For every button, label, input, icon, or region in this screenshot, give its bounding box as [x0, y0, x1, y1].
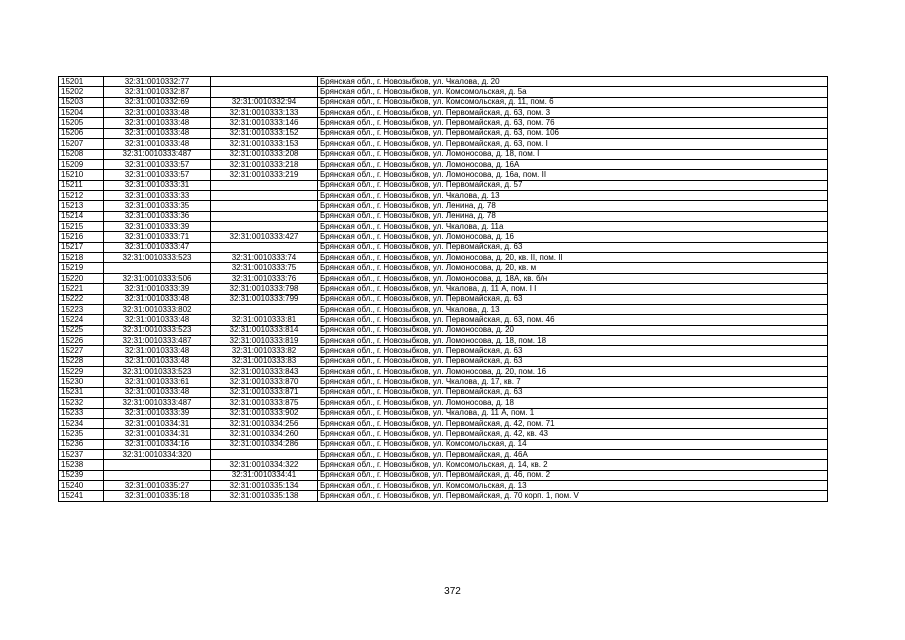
- row-number-cell: 15235: [59, 429, 104, 439]
- table-row: [59, 222, 828, 232]
- object-cadastral-number-cell: 32:31:0010333:819: [211, 335, 318, 345]
- parcel-cadastral-number-cell: 32:31:0010333:61: [104, 377, 211, 387]
- row-number-cell: 15212: [59, 190, 104, 200]
- object-cadastral-number-cell: 32:31:0010332:94: [211, 97, 318, 107]
- object-cadastral-number-cell: 32:31:0010333:218: [211, 159, 318, 169]
- row-number-cell: 15232: [59, 398, 104, 408]
- row-number-cell: 15217: [59, 242, 104, 252]
- parcel-cadastral-number-cell: 32:31:0010333:523: [104, 367, 211, 377]
- object-cadastral-number-cell: 32:31:0010333:76: [211, 273, 318, 283]
- object-cadastral-number-cell: [211, 304, 318, 314]
- object-cadastral-number-cell: 32:31:0010334:322: [211, 460, 318, 470]
- parcel-cadastral-number-cell: 32:31:0010332:69: [104, 97, 211, 107]
- address-cell: Брянская обл., г. Новозыбков, ул. Ломоносова, д. 16А: [318, 159, 828, 169]
- object-cadastral-number-cell: 32:31:0010334:41: [211, 470, 318, 480]
- parcel-cadastral-number-cell: 32:31:0010333:48: [104, 387, 211, 397]
- parcel-cadastral-number-cell: 32:31:0010333:57: [104, 159, 211, 169]
- address-cell: Брянская обл., г. Новозыбков, ул. Чкалова, д. 11 А, пом. 1: [318, 408, 828, 418]
- parcel-cadastral-number-cell: 32:31:0010333:487: [104, 335, 211, 345]
- row-number-cell: 15231: [59, 387, 104, 397]
- object-cadastral-number-cell: [211, 449, 318, 459]
- parcel-cadastral-number-cell: 32:31:0010334:31: [104, 418, 211, 428]
- parcel-cadastral-number-cell: 32:31:0010333:506: [104, 273, 211, 283]
- parcel-cadastral-number-cell: 32:31:0010333:48: [104, 118, 211, 128]
- object-cadastral-number-cell: [211, 222, 318, 232]
- row-number-cell: 15211: [59, 180, 104, 190]
- table-row: [59, 418, 828, 428]
- address-cell: Брянская обл., г. Новозыбков, ул. Ломоносова, д. 18: [318, 398, 828, 408]
- object-cadastral-number-cell: 32:31:0010335:134: [211, 481, 318, 491]
- object-cadastral-number-cell: 32:31:0010333:219: [211, 170, 318, 180]
- table-row: [59, 232, 828, 242]
- object-cadastral-number-cell: 32:31:0010333:81: [211, 315, 318, 325]
- parcel-cadastral-number-cell: 32:31:0010333:487: [104, 398, 211, 408]
- parcel-cadastral-number-cell: 32:31:0010333:39: [104, 284, 211, 294]
- parcel-cadastral-number-cell: 32:31:0010333:523: [104, 325, 211, 335]
- table-row: [59, 253, 828, 263]
- parcel-cadastral-number-cell: 32:31:0010333:57: [104, 170, 211, 180]
- parcel-cadastral-number-cell: 32:31:0010333:48: [104, 356, 211, 366]
- parcel-cadastral-number-cell: 32:31:0010333:47: [104, 242, 211, 252]
- table-row: [59, 367, 828, 377]
- address-cell: Брянская обл., г. Новозыбков, ул. Первомайская, д. 42, кв. 43: [318, 429, 828, 439]
- address-cell: Брянская обл., г. Новозыбков, ул. Первомайская, д. 57: [318, 180, 828, 190]
- parcel-cadastral-number-cell: 32:31:0010332:77: [104, 77, 211, 87]
- table-row: [59, 118, 828, 128]
- table-row: [59, 108, 828, 118]
- table-row: [59, 263, 828, 273]
- table-row: [59, 180, 828, 190]
- table-row: [59, 429, 828, 439]
- address-cell: Брянская обл., г. Новозыбков, ул. Первомайская, д. 63: [318, 387, 828, 397]
- table-row: [59, 149, 828, 159]
- table-row: [59, 284, 828, 294]
- table-row: [59, 304, 828, 314]
- object-cadastral-number-cell: 32:31:0010333:902: [211, 408, 318, 418]
- table-row: [59, 346, 828, 356]
- parcel-cadastral-number-cell: 32:31:0010333:48: [104, 294, 211, 304]
- row-number-cell: 15220: [59, 273, 104, 283]
- parcel-cadastral-number-cell: 32:31:0010334:320: [104, 449, 211, 459]
- parcel-cadastral-number-cell: 32:31:0010333:31: [104, 180, 211, 190]
- address-cell: Брянская обл., г. Новозыбков, ул. Комсомольская, д. 13: [318, 481, 828, 491]
- parcel-cadastral-number-cell: 32:31:0010335:18: [104, 491, 211, 501]
- table-row: [59, 315, 828, 325]
- row-number-cell: 15241: [59, 491, 104, 501]
- row-number-cell: 15227: [59, 346, 104, 356]
- table-row: [59, 470, 828, 480]
- address-cell: Брянская обл., г. Новозыбков, ул. Чкалова, д. 11 А, пом. I I: [318, 284, 828, 294]
- object-cadastral-number-cell: 32:31:0010334:256: [211, 418, 318, 428]
- object-cadastral-number-cell: 32:31:0010333:871: [211, 387, 318, 397]
- table-row: [59, 128, 828, 138]
- address-cell: Брянская обл., г. Новозыбков, ул. Чкалова, д. 13: [318, 190, 828, 200]
- row-number-cell: 15219: [59, 263, 104, 273]
- row-number-cell: 15203: [59, 97, 104, 107]
- object-cadastral-number-cell: 32:31:0010333:799: [211, 294, 318, 304]
- table-row: [59, 460, 828, 470]
- row-number-cell: 15206: [59, 128, 104, 138]
- table-row: [59, 335, 828, 345]
- object-cadastral-number-cell: 32:31:0010333:146: [211, 118, 318, 128]
- row-number-cell: 15209: [59, 159, 104, 169]
- row-number-cell: 15207: [59, 139, 104, 149]
- object-cadastral-number-cell: [211, 77, 318, 87]
- address-cell: Брянская обл., г. Новозыбков, ул. Ломоносова, д. 20, кв. м: [318, 263, 828, 273]
- address-cell: Брянская обл., г. Новозыбков, ул. Первомайская, д. 63, пом. 76: [318, 118, 828, 128]
- address-cell: Брянская обл., г. Новозыбков, ул. Первомайская, д. 63: [318, 242, 828, 252]
- object-cadastral-number-cell: [211, 190, 318, 200]
- table-row: [59, 139, 828, 149]
- object-cadastral-number-cell: [211, 242, 318, 252]
- parcel-cadastral-number-cell: 32:31:0010333:48: [104, 139, 211, 149]
- address-cell: Брянская обл., г. Новозыбков, ул. Чкалова, д. 20: [318, 77, 828, 87]
- address-cell: Брянская обл., г. Новозыбков, ул. Ломоносова, д. 20, кв. II, пом. II: [318, 253, 828, 263]
- row-number-cell: 15225: [59, 325, 104, 335]
- object-cadastral-number-cell: 32:31:0010333:208: [211, 149, 318, 159]
- address-cell: Брянская обл., г. Новозыбков, ул. Комсомольская, д. 14: [318, 439, 828, 449]
- row-number-cell: 15233: [59, 408, 104, 418]
- address-cell: Брянская обл., г. Новозыбков, ул. Ломоносова, д. 16а, пом. II: [318, 170, 828, 180]
- row-number-cell: 15213: [59, 201, 104, 211]
- row-number-cell: 15214: [59, 211, 104, 221]
- parcel-cadastral-number-cell: 32:31:0010333:71: [104, 232, 211, 242]
- address-cell: Брянская обл., г. Новозыбков, ул. Ломоносова, д. 18, пом. 18: [318, 335, 828, 345]
- parcel-cadastral-number-cell: 32:31:0010332:87: [104, 87, 211, 97]
- parcel-cadastral-number-cell: 32:31:0010333:33: [104, 190, 211, 200]
- parcel-cadastral-number-cell: 32:31:0010333:48: [104, 108, 211, 118]
- parcel-cadastral-number-cell: [104, 460, 211, 470]
- object-cadastral-number-cell: [211, 201, 318, 211]
- object-cadastral-number-cell: 32:31:0010333:875: [211, 398, 318, 408]
- row-number-cell: 15208: [59, 149, 104, 159]
- row-number-cell: 15237: [59, 449, 104, 459]
- parcel-cadastral-number-cell: 32:31:0010333:39: [104, 222, 211, 232]
- table-row: [59, 491, 828, 501]
- address-cell: Брянская обл., г. Новозыбков, ул. Чкалова, д. 11а: [318, 222, 828, 232]
- table-row: [59, 211, 828, 221]
- parcel-cadastral-number-cell: 32:31:0010333:48: [104, 315, 211, 325]
- address-cell: Брянская обл., г. Новозыбков, ул. Первомайская, д. 63, пом. 3: [318, 108, 828, 118]
- table-row: [59, 398, 828, 408]
- row-number-cell: 15215: [59, 222, 104, 232]
- table-row: [59, 190, 828, 200]
- object-cadastral-number-cell: 32:31:0010335:138: [211, 491, 318, 501]
- parcel-cadastral-number-cell: 32:31:0010335:27: [104, 481, 211, 491]
- row-number-cell: 15229: [59, 367, 104, 377]
- parcel-cadastral-number-cell: 32:31:0010333:36: [104, 211, 211, 221]
- table-row: [59, 294, 828, 304]
- address-cell: Брянская обл., г. Новозыбков, ул. Ломоносова, д. 18А, кв. б/н: [318, 273, 828, 283]
- table-row: [59, 387, 828, 397]
- row-number-cell: 15226: [59, 335, 104, 345]
- row-number-cell: 15201: [59, 77, 104, 87]
- address-cell: Брянская обл., г. Новозыбков, ул. Первомайская, д. 63, пом. 46: [318, 315, 828, 325]
- address-cell: Брянская обл., г. Новозыбков, ул. Чкалова, д. 13: [318, 304, 828, 314]
- row-number-cell: 15204: [59, 108, 104, 118]
- object-cadastral-number-cell: 32:31:0010333:83: [211, 356, 318, 366]
- row-number-cell: 15202: [59, 87, 104, 97]
- parcel-cadastral-number-cell: [104, 263, 211, 273]
- object-cadastral-number-cell: [211, 87, 318, 97]
- address-cell: Брянская обл., г. Новозыбков, ул. Первомайская, д. 46, пом. 2: [318, 470, 828, 480]
- row-number-cell: 15236: [59, 439, 104, 449]
- row-number-cell: 15222: [59, 294, 104, 304]
- table-row: [59, 439, 828, 449]
- row-number-cell: 15216: [59, 232, 104, 242]
- address-cell: Брянская обл., г. Новозыбков, ул. Ленина, д. 78: [318, 211, 828, 221]
- row-number-cell: 15238: [59, 460, 104, 470]
- table-row: [59, 170, 828, 180]
- object-cadastral-number-cell: 32:31:0010333:798: [211, 284, 318, 294]
- table-row: [59, 356, 828, 366]
- object-cadastral-number-cell: 32:31:0010333:843: [211, 367, 318, 377]
- object-cadastral-number-cell: 32:31:0010333:870: [211, 377, 318, 387]
- table-row: [59, 408, 828, 418]
- object-cadastral-number-cell: 32:31:0010333:152: [211, 128, 318, 138]
- object-cadastral-number-cell: [211, 211, 318, 221]
- object-cadastral-number-cell: 32:31:0010333:153: [211, 139, 318, 149]
- parcel-cadastral-number-cell: 32:31:0010333:802: [104, 304, 211, 314]
- row-number-cell: 15240: [59, 481, 104, 491]
- parcel-cadastral-number-cell: 32:31:0010334:16: [104, 439, 211, 449]
- address-cell: Брянская обл., г. Новозыбков, ул. Комсомольская, д. 14, кв. 2: [318, 460, 828, 470]
- parcel-cadastral-number-cell: 32:31:0010333:523: [104, 253, 211, 263]
- table-row: [59, 201, 828, 211]
- row-number-cell: 15234: [59, 418, 104, 428]
- table-row: [59, 325, 828, 335]
- address-cell: Брянская обл., г. Новозыбков, ул. Комсомольская, д. 11, пом. 6: [318, 97, 828, 107]
- row-number-cell: 15224: [59, 315, 104, 325]
- parcel-cadastral-number-cell: [104, 470, 211, 480]
- address-cell: Брянская обл., г. Новозыбков, ул. Первомайская, д. 42, пом. 71: [318, 418, 828, 428]
- parcel-cadastral-number-cell: 32:31:0010333:39: [104, 408, 211, 418]
- parcel-cadastral-number-cell: 32:31:0010333:487: [104, 149, 211, 159]
- object-cadastral-number-cell: 32:31:0010334:286: [211, 439, 318, 449]
- address-cell: Брянская обл., г. Новозыбков, ул. Первомайская, д. 63, пом. I: [318, 139, 828, 149]
- table-row: [59, 377, 828, 387]
- address-cell: Брянская обл., г. Новозыбков, ул. Первомайская, д. 63: [318, 294, 828, 304]
- address-cell: Брянская обл., г. Новозыбков, ул. Ломоносова, д. 16: [318, 232, 828, 242]
- parcel-cadastral-number-cell: 32:31:0010333:48: [104, 128, 211, 138]
- address-cell: Брянская обл., г. Новозыбков, ул. Первомайская, д. 70 корп. 1, пом. V: [318, 491, 828, 501]
- row-number-cell: 15218: [59, 253, 104, 263]
- page-number: 372: [444, 586, 461, 597]
- object-cadastral-number-cell: 32:31:0010333:82: [211, 346, 318, 356]
- table-row: [59, 242, 828, 252]
- row-number-cell: 15239: [59, 470, 104, 480]
- table-row: [59, 449, 828, 459]
- object-cadastral-number-cell: 32:31:0010334:260: [211, 429, 318, 439]
- address-cell: Брянская обл., г. Новозыбков, ул. Первомайская, д. 46А: [318, 449, 828, 459]
- row-number-cell: 15205: [59, 118, 104, 128]
- address-cell: Брянская обл., г. Новозыбков, ул. Чкалова, д. 17, кв. 7: [318, 377, 828, 387]
- address-cell: Брянская обл., г. Новозыбков, ул. Ломоносова, д. 20: [318, 325, 828, 335]
- table-row: [59, 87, 828, 97]
- address-cell: Брянская обл., г. Новозыбков, ул. Первомайская, д. 63, пом. 106: [318, 128, 828, 138]
- row-number-cell: 15230: [59, 377, 104, 387]
- row-number-cell: 15228: [59, 356, 104, 366]
- object-cadastral-number-cell: [211, 180, 318, 190]
- registry-body: [59, 77, 828, 502]
- table-row: [59, 97, 828, 107]
- parcel-cadastral-number-cell: 32:31:0010333:35: [104, 201, 211, 211]
- row-number-cell: 15221: [59, 284, 104, 294]
- object-cadastral-number-cell: 32:31:0010333:74: [211, 253, 318, 263]
- address-cell: Брянская обл., г. Новозыбков, ул. Комсомольская, д. 5а: [318, 87, 828, 97]
- row-number-cell: 15223: [59, 304, 104, 314]
- registry-table: [58, 76, 828, 502]
- table-row: [59, 77, 828, 87]
- parcel-cadastral-number-cell: 32:31:0010333:48: [104, 346, 211, 356]
- row-number-cell: 15210: [59, 170, 104, 180]
- address-cell: Брянская обл., г. Новозыбков, ул. Первомайская, д. 63: [318, 356, 828, 366]
- address-cell: Брянская обл., г. Новозыбков, ул. Ломоносова, д. 18, пом. I: [318, 149, 828, 159]
- object-cadastral-number-cell: 32:31:0010333:427: [211, 232, 318, 242]
- parcel-cadastral-number-cell: 32:31:0010334:31: [104, 429, 211, 439]
- table-row: [59, 273, 828, 283]
- table-row: [59, 159, 828, 169]
- object-cadastral-number-cell: 32:31:0010333:133: [211, 108, 318, 118]
- object-cadastral-number-cell: 32:31:0010333:814: [211, 325, 318, 335]
- address-cell: Брянская обл., г. Новозыбков, ул. Ленина, д. 78: [318, 201, 828, 211]
- address-cell: Брянская обл., г. Новозыбков, ул. Первомайская, д. 63: [318, 346, 828, 356]
- object-cadastral-number-cell: 32:31:0010333:75: [211, 263, 318, 273]
- table-row: [59, 481, 828, 491]
- address-cell: Брянская обл., г. Новозыбков, ул. Ломоносова, д. 20, пом. 16: [318, 367, 828, 377]
